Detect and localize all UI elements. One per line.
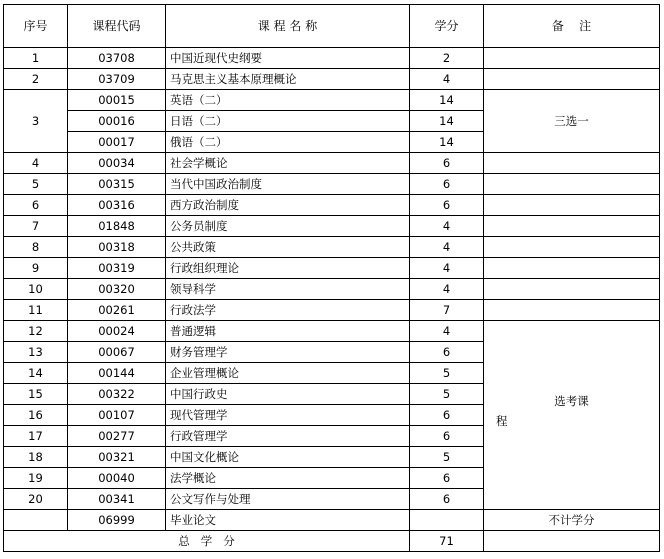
row-no: 7: [4, 216, 68, 237]
header-row: [4, 5, 660, 48]
row-no: 10: [4, 279, 68, 300]
row-code: 01848: [68, 216, 166, 237]
row-credit: 6: [410, 489, 484, 510]
row-no: [4, 510, 68, 531]
row-credit: 4: [410, 69, 484, 90]
row-no: 19: [4, 468, 68, 489]
row-code: 00277: [68, 426, 166, 447]
row-name: 财务管理学: [166, 342, 410, 363]
total-remark: [484, 531, 660, 552]
row-name: 公文写作与处理: [166, 489, 410, 510]
remark-elective-line2: 程: [496, 414, 508, 428]
row-credit: 6: [410, 426, 484, 447]
row-credit: 4: [410, 279, 484, 300]
table-row: [4, 174, 660, 195]
row-no: 6: [4, 195, 68, 216]
row-name: 现代管理学: [166, 405, 410, 426]
table-row: [4, 237, 660, 258]
row-name: 行政组织理论: [166, 258, 410, 279]
row-name: 普通逻辑: [166, 321, 410, 342]
row-name: 日语（二）: [166, 111, 410, 132]
row-no: 11: [4, 300, 68, 321]
row-name: 法学概论: [166, 468, 410, 489]
row-credit: 4: [410, 216, 484, 237]
row-code: 00034: [68, 153, 166, 174]
row-code: 00040: [68, 468, 166, 489]
row-remark: [484, 216, 660, 237]
row-credit: 6: [410, 405, 484, 426]
row-credit: 14: [410, 111, 484, 132]
row-credit: [410, 510, 484, 531]
table-row: [4, 300, 660, 321]
row-remark: [484, 279, 660, 300]
row-credit: 4: [410, 258, 484, 279]
row-name: 中国文化概论: [166, 447, 410, 468]
total-value: 71: [410, 531, 484, 552]
row-code: 00320: [68, 279, 166, 300]
row-credit: 6: [410, 342, 484, 363]
remark-no-credit: 不计学分: [484, 510, 660, 531]
row-code: 00107: [68, 405, 166, 426]
row-credit: 6: [410, 195, 484, 216]
row-credit: 5: [410, 447, 484, 468]
row-name: 公共政策: [166, 237, 410, 258]
row-remark: [484, 48, 660, 69]
row-credit: 4: [410, 321, 484, 342]
table-row: [4, 69, 660, 90]
table-row: [4, 216, 660, 237]
row-no: 4: [4, 153, 68, 174]
row-no: 17: [4, 426, 68, 447]
total-label: 总 学 分: [4, 531, 410, 552]
header-remark: 备 注: [484, 5, 660, 48]
row-no: 9: [4, 258, 68, 279]
curriculum-table: [3, 4, 660, 552]
remark-elective: [484, 321, 660, 510]
row-name: 公务员制度: [166, 216, 410, 237]
row-credit: 4: [410, 237, 484, 258]
header-no: 序号: [4, 5, 68, 48]
header-credit: 学分: [410, 5, 484, 48]
row-no: 2: [4, 69, 68, 90]
row-credit: 6: [410, 153, 484, 174]
row-no: 8: [4, 237, 68, 258]
row-no: 18: [4, 447, 68, 468]
row-code: 00144: [68, 363, 166, 384]
row-no: 14: [4, 363, 68, 384]
header-name: 课 程 名 称: [166, 5, 410, 48]
row-code: 00024: [68, 321, 166, 342]
row-name: 英语（二）: [166, 90, 410, 111]
row-name: 毕业论文: [166, 510, 410, 531]
row-name: 中国近现代史纲要: [166, 48, 410, 69]
table-row: [4, 321, 660, 342]
row-code: 03709: [68, 69, 166, 90]
row-code: 00017: [68, 132, 166, 153]
row-name: 当代中国政治制度: [166, 174, 410, 195]
row-credit: 7: [410, 300, 484, 321]
row-no: 13: [4, 342, 68, 363]
row-name: 社会学概论: [166, 153, 410, 174]
row-code: 00016: [68, 111, 166, 132]
row-remark: [484, 258, 660, 279]
row-code: 00261: [68, 300, 166, 321]
remark-choose-one: 三选一: [484, 90, 660, 153]
row-no: 5: [4, 174, 68, 195]
row-no: 15: [4, 384, 68, 405]
row-code: 00067: [68, 342, 166, 363]
row-name: 领导科学: [166, 279, 410, 300]
row-name: 马克思主义基本原理概论: [166, 69, 410, 90]
row-no: 3: [4, 90, 68, 153]
row-no: 16: [4, 405, 68, 426]
row-name: 行政管理学: [166, 426, 410, 447]
row-name: 俄语（二）: [166, 132, 410, 153]
table-row: [4, 195, 660, 216]
row-remark: [484, 174, 660, 195]
table-row: [4, 153, 660, 174]
row-no: 12: [4, 321, 68, 342]
row-code: 00316: [68, 195, 166, 216]
row-code: 00015: [68, 90, 166, 111]
row-code: 00318: [68, 237, 166, 258]
row-code: 00315: [68, 174, 166, 195]
row-name: 中国行政史: [166, 384, 410, 405]
row-name: 企业管理概论: [166, 363, 410, 384]
row-credit: 6: [410, 174, 484, 195]
table-row: [4, 258, 660, 279]
row-name: 行政法学: [166, 300, 410, 321]
row-credit: 2: [410, 48, 484, 69]
header-code: 课程代码: [68, 5, 166, 48]
row-code: 06999: [68, 510, 166, 531]
row-credit: 6: [410, 468, 484, 489]
row-credit: 5: [410, 363, 484, 384]
row-remark: [484, 153, 660, 174]
row-remark: [484, 300, 660, 321]
row-code: 03708: [68, 48, 166, 69]
row-remark: [484, 237, 660, 258]
row-credit: 14: [410, 132, 484, 153]
table-row: [4, 90, 660, 111]
row-code: 00319: [68, 258, 166, 279]
row-code: 00322: [68, 384, 166, 405]
row-no: 20: [4, 489, 68, 510]
row-code: 00321: [68, 447, 166, 468]
row-credit: 5: [410, 384, 484, 405]
row-name: 西方政治制度: [166, 195, 410, 216]
table-row: [4, 48, 660, 69]
table-row-thesis: [4, 510, 660, 531]
table-row: [4, 279, 660, 300]
row-credit: 14: [410, 90, 484, 111]
row-remark: [484, 69, 660, 90]
row-code: 00341: [68, 489, 166, 510]
total-row: [4, 531, 660, 552]
row-remark: [484, 195, 660, 216]
row-no: 1: [4, 48, 68, 69]
remark-elective-line1: 选考课: [554, 394, 589, 408]
